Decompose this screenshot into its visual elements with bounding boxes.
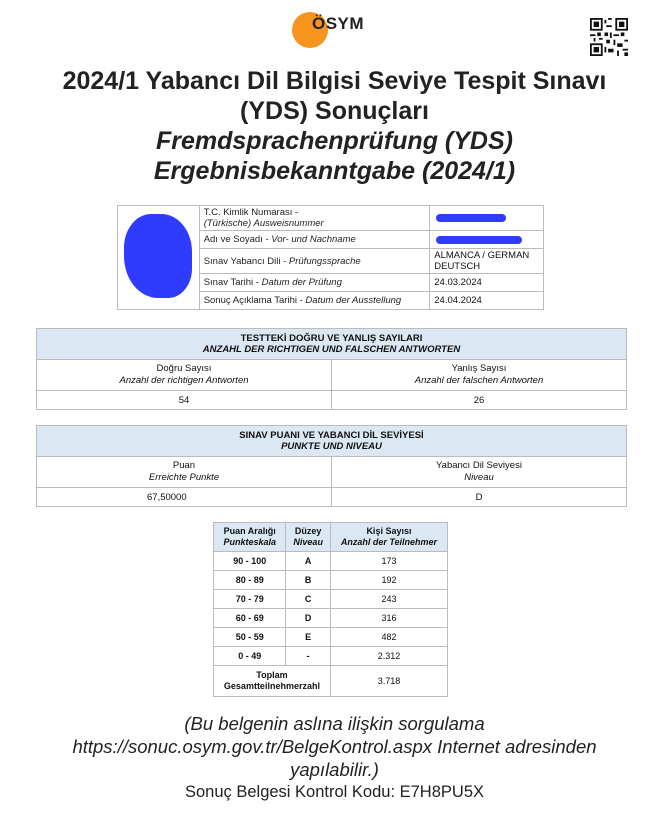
count-cell: 316 <box>330 609 447 628</box>
candidate-info-table <box>117 205 544 310</box>
count-cell: 192 <box>330 571 447 590</box>
footer-line-3: yapılabilir.) <box>290 759 379 780</box>
score-header: SINAV PUANI VE YABANCI DİL SEVİYESİ PUNKTE UND NIVEAU <box>37 426 627 457</box>
correct-label: Doğru Sayısı Anzahl der richtigen Antworten <box>37 360 332 391</box>
count-cell: 482 <box>330 628 447 647</box>
range-cell: 90 - 100 <box>214 552 286 571</box>
level-cell: E <box>286 628 330 647</box>
control-code: Sonuç Belgesi Kontrol Kodu: E7H8PU5X <box>184 783 484 801</box>
wrong-value: 26 <box>332 391 627 410</box>
level-cell: A <box>286 552 330 571</box>
range-cell: 60 - 69 <box>214 609 286 628</box>
info-value-name <box>430 231 544 249</box>
points-label: Puan Erreichte Punkte <box>37 457 332 488</box>
level-cell: B <box>286 571 330 590</box>
level-cell: - <box>286 647 330 666</box>
wrong-label: Yanlış Sayısı Anzahl der falschen Antworten <box>332 360 627 391</box>
score-table <box>36 425 627 507</box>
range-cell: 70 - 79 <box>214 590 286 609</box>
total-label: Toplam Gesamtteilnehmerzahl <box>214 666 331 697</box>
photo-redaction <box>124 214 192 298</box>
title-line-1: 2024/1 Yabancı Dil Bilgisi Seviye Tespit Sınavı <box>62 67 607 95</box>
logo-text: ÖSYM <box>312 14 365 33</box>
id-redaction <box>436 214 506 222</box>
info-label-result-date: Sonuç Açıklama Tarihi - Datum der Ausstellung <box>199 292 430 310</box>
range-cell: 80 - 89 <box>214 571 286 590</box>
qr-code-icon <box>590 18 628 56</box>
verification-footer <box>20 712 649 804</box>
total-row <box>214 666 448 697</box>
level-cell: C <box>286 590 330 609</box>
footer-line-2: https://sonuc.osym.gov.tr/BelgeKontrol.aspx Internet adresinden <box>72 736 597 757</box>
page-title <box>20 66 649 186</box>
info-value-result-date: 24.04.2024 <box>430 292 544 310</box>
level-cell: D <box>286 609 330 628</box>
level-label: Yabancı Dil Seviyesi Niveau <box>332 457 627 488</box>
table-row <box>214 590 448 609</box>
correct-value: 54 <box>37 391 332 410</box>
total-value: 3.718 <box>330 666 447 697</box>
count-cell: 2.312 <box>330 647 447 666</box>
info-label-id: T.C. Kimlik Numarası - (Türkische) Ausweisnummer <box>199 206 430 231</box>
osym-logo <box>292 10 382 50</box>
score-scale-table <box>213 522 448 697</box>
col-range-header: Puan Aralığı Punkteskala <box>214 523 286 552</box>
table-row <box>214 609 448 628</box>
footer-line-1: (Bu belgenin aslına ilişkin sorgulama <box>184 713 485 734</box>
info-label-exam-date: Sınav Tarihi - Datum der Prüfung <box>199 274 430 292</box>
title-line-2: (YDS) Sonuçları <box>240 97 429 125</box>
info-label-language: Sınav Yabancı Dili - Prüfungssprache <box>199 249 430 274</box>
name-redaction <box>436 236 522 244</box>
count-cell: 243 <box>330 590 447 609</box>
range-cell: 0 - 49 <box>214 647 286 666</box>
table-row <box>214 647 448 666</box>
answer-counts-header: TESTTEKİ DOĞRU VE YANLIŞ SAYILARI ANZAHL DER RICHTIGEN UND FALSCHEN ANTWORTEN <box>37 329 627 360</box>
table-row <box>214 628 448 647</box>
candidate-photo <box>118 206 200 310</box>
level-value: D <box>332 488 627 507</box>
table-row <box>214 552 448 571</box>
col-level-header: Düzey Niveau <box>286 523 330 552</box>
range-cell: 50 - 59 <box>214 628 286 647</box>
table-row <box>214 571 448 590</box>
count-cell: 173 <box>330 552 447 571</box>
info-value-language: ALMANCA / GERMAN DEUTSCH <box>430 249 544 274</box>
title-line-4: Ergebnisbekanntgabe (2024/1) <box>153 157 516 185</box>
points-value: 67,50000 <box>37 488 332 507</box>
info-value-id <box>430 206 544 231</box>
answer-counts-table <box>36 328 627 410</box>
info-label-name: Adı ve Soyadı - Vor- und Nachname <box>199 231 430 249</box>
col-count-header: Kişi Sayısı Anzahl der Teilnehmer <box>330 523 447 552</box>
info-value-exam-date: 24.03.2024 <box>430 274 544 292</box>
title-line-3: Fremdsprachenprüfung (YDS) <box>156 127 513 155</box>
